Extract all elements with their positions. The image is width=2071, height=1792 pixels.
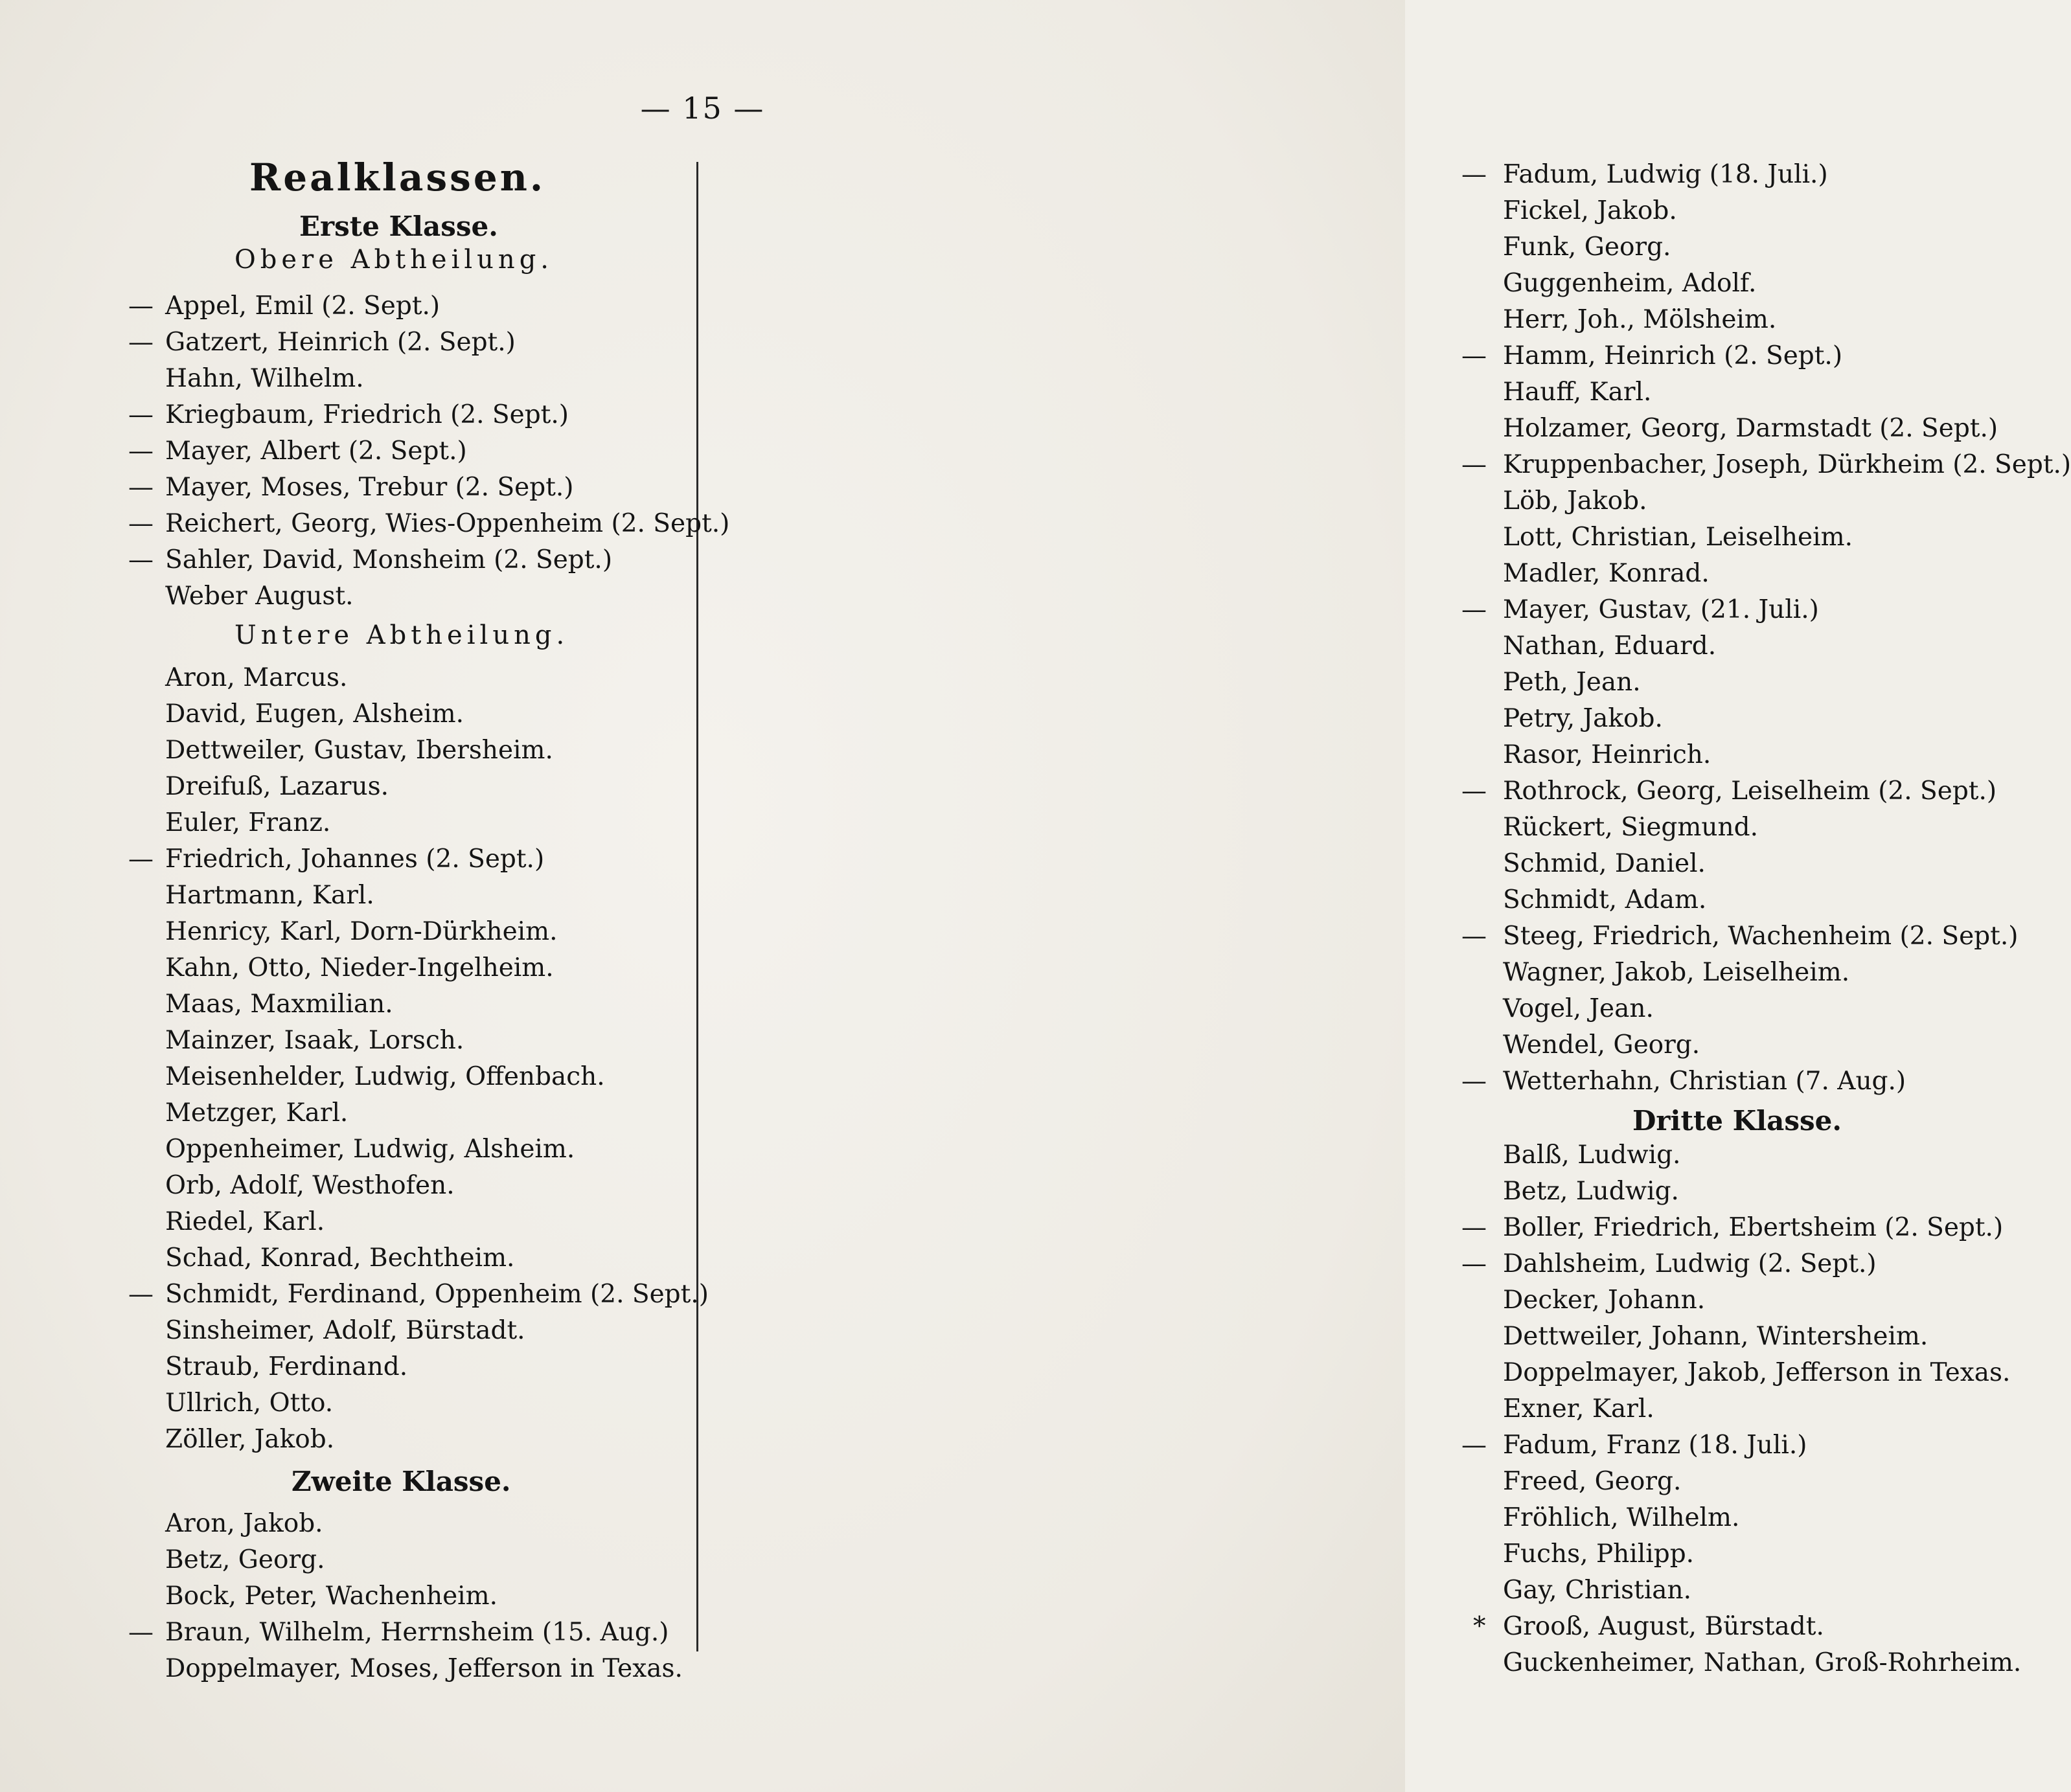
dash-mark: — — [128, 400, 154, 429]
student-entry: Mainzer, Isaak, Lorsch. — [165, 1026, 464, 1055]
dash-mark: — — [1461, 341, 1487, 370]
student-entry: Aron, Marcus. — [165, 663, 348, 692]
student-entry: Zöller, Jakob. — [165, 1425, 335, 1454]
student-entry: Decker, Johann. — [1503, 1286, 1706, 1315]
dash-mark: — — [1461, 1249, 1487, 1278]
class-heading-erste: Erste Klasse. — [299, 210, 498, 242]
student-entry: Vogel, Jean. — [1503, 994, 1654, 1023]
student-entry: Schmidt, Ferdinand, Oppenheim (2. Sept.) — [165, 1280, 709, 1309]
student-entry: Holzamer, Georg, Darmstadt (2. Sept.) — [1503, 414, 1998, 443]
student-entry: Peth, Jean. — [1503, 668, 1641, 697]
student-entry: Gatzert, Heinrich (2. Sept.) — [165, 328, 516, 357]
dash-mark: — — [1461, 922, 1487, 951]
student-entry: Kriegbaum, Friedrich (2. Sept.) — [165, 400, 569, 429]
student-entry: Funk, Georg. — [1503, 233, 1671, 262]
student-entry: Herr, Joh., Mölsheim. — [1503, 305, 1777, 334]
student-entry: Hartmann, Karl. — [165, 881, 374, 910]
student-entry: Steeg, Friedrich, Wachenheim (2. Sept.) — [1503, 922, 2019, 951]
dash-mark: — — [1461, 1067, 1487, 1096]
student-entry: Reichert, Georg, Wies-Oppenheim (2. Sept.) — [165, 509, 730, 538]
student-entry: Euler, Franz. — [165, 808, 331, 837]
student-entry: Petry, Jakob. — [1503, 704, 1663, 733]
dash-mark: — — [128, 291, 154, 321]
student-entry: Fadum, Franz (18. Juli.) — [1503, 1431, 1807, 1460]
student-entry: Fadum, Ludwig (18. Juli.) — [1503, 160, 1828, 189]
student-entry: Orb, Adolf, Westhofen. — [165, 1171, 455, 1200]
student-entry: Mayer, Gustav, (21. Juli.) — [1503, 595, 1819, 624]
student-entry: Löb, Jakob. — [1503, 486, 1647, 516]
student-entry: Maas, Maxmilian. — [165, 990, 393, 1019]
main-heading: Realklassen. — [249, 155, 546, 199]
student-entry: Sahler, David, Monsheim (2. Sept.) — [165, 545, 613, 574]
dash-mark: — — [1461, 1431, 1487, 1460]
student-entry: Guggenheim, Adolf. — [1503, 269, 1757, 298]
student-entry: Guckenheimer, Nathan, Groß-Rohrheim. — [1503, 1648, 2022, 1677]
student-entry: Rückert, Siegmund. — [1503, 813, 1758, 842]
student-entry: Straub, Ferdinand. — [165, 1352, 408, 1381]
student-entry: Hahn, Wilhelm. — [165, 364, 364, 393]
dash-mark: — — [1461, 1213, 1487, 1242]
dash-mark: — — [128, 328, 154, 357]
student-entry: Sinsheimer, Adolf, Bürstadt. — [165, 1316, 525, 1345]
student-entry: Betz, Georg. — [165, 1545, 325, 1574]
student-entry: Mayer, Moses, Trebur (2. Sept.) — [165, 473, 574, 502]
student-entry: Dettweiler, Johann, Wintersheim. — [1503, 1322, 1928, 1351]
asterisk-mark: * — [1473, 1612, 1486, 1641]
student-entry: Boller, Friedrich, Ebertsheim (2. Sept.) — [1503, 1213, 2004, 1242]
student-entry: Friedrich, Johannes (2. Sept.) — [165, 845, 545, 874]
student-entry: Balß, Ludwig. — [1503, 1140, 1681, 1170]
column-divider — [696, 162, 698, 1651]
student-entry: Schmidt, Adam. — [1503, 885, 1707, 914]
student-entry: Grooß, August, Bürstadt. — [1503, 1612, 1824, 1641]
dash-mark: — — [1461, 160, 1487, 189]
student-entry: Fuchs, Philipp. — [1503, 1539, 1695, 1569]
student-entry: Betz, Ludwig. — [1503, 1177, 1679, 1206]
student-entry: Oppenheimer, Ludwig, Alsheim. — [165, 1135, 575, 1164]
student-entry: Wetterhahn, Christian (7. Aug.) — [1503, 1067, 1906, 1096]
student-entry: Ullrich, Otto. — [165, 1389, 334, 1418]
student-entry: Lott, Christian, Leiselheim. — [1503, 523, 1853, 552]
subheading-untere: Untere Abtheilung. — [235, 620, 569, 650]
dash-mark: — — [1461, 595, 1487, 624]
student-entry: Schmid, Daniel. — [1503, 849, 1706, 878]
student-entry: Weber August. — [165, 582, 354, 611]
dash-mark: — — [1461, 450, 1487, 479]
student-entry: Doppelmayer, Moses, Jefferson in Texas. — [165, 1654, 683, 1683]
subheading-obere: Obere Abtheilung. — [235, 245, 554, 275]
student-entry: Kruppenbacher, Joseph, Dürkheim (2. Sept.) — [1503, 450, 2071, 479]
class-heading-zweite: Zweite Klasse. — [292, 1466, 511, 1497]
student-entry: Rasor, Heinrich. — [1503, 740, 1711, 769]
dash-mark: — — [128, 509, 154, 538]
dash-mark: — — [128, 1618, 154, 1647]
student-entry: Wendel, Georg. — [1503, 1030, 1700, 1060]
dash-mark: — — [128, 437, 154, 466]
student-entry: Fickel, Jakob. — [1503, 196, 1677, 225]
student-entry: David, Eugen, Alsheim. — [165, 699, 464, 729]
student-entry: Bock, Peter, Wachenheim. — [165, 1582, 498, 1611]
student-entry: Exner, Karl. — [1503, 1394, 1654, 1423]
student-entry: Dettweiler, Gustav, Ibersheim. — [165, 736, 553, 765]
student-entry: Madler, Konrad. — [1503, 559, 1710, 588]
student-entry: Fröhlich, Wilhelm. — [1503, 1503, 1740, 1532]
student-entry: Dreifuß, Lazarus. — [165, 772, 389, 801]
dash-mark: — — [128, 845, 154, 874]
student-entry: Schad, Konrad, Bechtheim. — [165, 1243, 515, 1273]
student-entry: Metzger, Karl. — [165, 1098, 349, 1128]
student-entry: Hauff, Karl. — [1503, 378, 1652, 407]
student-entry: Rothrock, Georg, Leiselheim (2. Sept.) — [1503, 777, 1997, 806]
student-entry: Wagner, Jakob, Leiselheim. — [1503, 958, 1850, 987]
dash-mark: — — [1461, 777, 1487, 806]
page-number: — 15 — — [640, 91, 765, 126]
student-entry: Riedel, Karl. — [165, 1207, 325, 1236]
student-entry: Aron, Jakob. — [165, 1509, 323, 1538]
student-entry: Braun, Wilhelm, Herrnsheim (15. Aug.) — [165, 1618, 669, 1647]
student-entry: Doppelmayer, Jakob, Jefferson in Texas. — [1503, 1358, 2011, 1387]
class-heading-dritte: Dritte Klasse. — [1632, 1105, 1842, 1137]
dash-mark: — — [128, 1280, 154, 1309]
student-entry: Appel, Emil (2. Sept.) — [165, 291, 441, 321]
student-entry: Mayer, Albert (2. Sept.) — [165, 437, 467, 466]
student-entry: Nathan, Eduard. — [1503, 631, 1717, 661]
student-entry: Hamm, Heinrich (2. Sept.) — [1503, 341, 1843, 370]
student-entry: Kahn, Otto, Nieder-Ingelheim. — [165, 953, 554, 982]
student-entry: Gay, Christian. — [1503, 1576, 1692, 1605]
dash-mark: — — [128, 545, 154, 574]
student-entry: Freed, Georg. — [1503, 1467, 1682, 1496]
student-entry: Henricy, Karl, Dorn-Dürkheim. — [165, 917, 558, 946]
student-entry: Dahlsheim, Ludwig (2. Sept.) — [1503, 1249, 1877, 1278]
student-entry: Meisenhelder, Ludwig, Offenbach. — [165, 1062, 605, 1091]
dash-mark: — — [128, 473, 154, 502]
